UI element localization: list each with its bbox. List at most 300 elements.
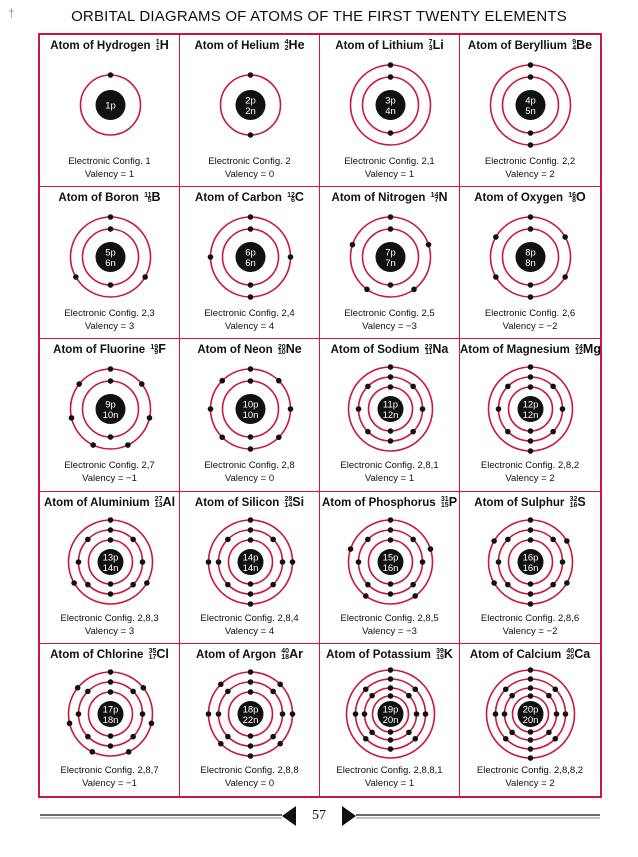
neutron-count: 12n bbox=[382, 410, 399, 422]
electron bbox=[208, 407, 214, 413]
electron bbox=[348, 546, 354, 552]
electron bbox=[550, 429, 556, 435]
electron bbox=[248, 537, 254, 543]
neutron-count: 8n bbox=[525, 258, 536, 270]
atom-label-prefix: Atom of bbox=[50, 648, 97, 661]
neutron-count: 10n bbox=[102, 410, 119, 422]
electron bbox=[528, 667, 534, 673]
atomic-number: 12 bbox=[575, 349, 583, 357]
electron bbox=[219, 435, 225, 441]
electron bbox=[410, 429, 416, 435]
config-value: 2,3 bbox=[141, 308, 155, 320]
config-value: 2,6 bbox=[561, 308, 576, 320]
electron bbox=[363, 736, 369, 742]
valency-value: 2 bbox=[549, 473, 555, 485]
atom-label-prefix: Atom of bbox=[326, 648, 373, 661]
electron bbox=[76, 711, 82, 717]
valency-value: 3 bbox=[128, 321, 135, 333]
electron bbox=[505, 536, 511, 542]
electron bbox=[503, 686, 509, 692]
electron bbox=[412, 736, 418, 742]
config-prefix: Electronic Config. bbox=[480, 612, 556, 624]
electron bbox=[406, 729, 412, 735]
proton-count: 12p bbox=[522, 399, 539, 411]
electron bbox=[388, 226, 394, 232]
valency-value: 2 bbox=[549, 169, 555, 180]
electron bbox=[528, 226, 534, 232]
electron bbox=[388, 729, 394, 735]
atom-cell-fluorine bbox=[40, 339, 180, 491]
atom-cell-nitrogen bbox=[320, 187, 460, 339]
electron bbox=[108, 733, 114, 739]
element-symbol: Cl bbox=[156, 646, 169, 661]
valency-prefix: Valency = bbox=[364, 169, 407, 180]
config-value: 2,8 bbox=[281, 460, 295, 472]
atomic-number: 13 bbox=[154, 501, 163, 509]
valency-value: 1 bbox=[408, 473, 415, 485]
mass-number: 40 bbox=[566, 648, 575, 656]
config-prefix: Electronic Config. bbox=[340, 612, 415, 624]
proton-count: 13p bbox=[102, 552, 119, 564]
valency-prefix: Valency = bbox=[224, 777, 267, 789]
electron bbox=[216, 559, 222, 565]
atom-label-prefix: Atom of bbox=[197, 344, 244, 357]
electron bbox=[562, 274, 568, 280]
atomic-number: 7 bbox=[434, 197, 439, 205]
atom-label-prefix: Atom of bbox=[194, 40, 242, 52]
electron bbox=[290, 711, 296, 717]
mass-number: 4 bbox=[284, 39, 289, 47]
atom-label-prefix: Atom of bbox=[53, 344, 100, 357]
electron bbox=[225, 688, 231, 694]
electron bbox=[85, 536, 91, 542]
element-symbol: Li bbox=[432, 38, 444, 52]
valency bbox=[180, 321, 319, 332]
electron bbox=[388, 130, 394, 136]
valency bbox=[460, 626, 600, 637]
valency-prefix: Valency = bbox=[362, 321, 404, 333]
proton-count: 19p bbox=[382, 704, 399, 716]
electron bbox=[552, 736, 558, 742]
electron bbox=[225, 581, 231, 587]
electron bbox=[560, 407, 566, 413]
config-value: 2,8,8,2 bbox=[554, 764, 584, 776]
atom-label-prefix: Atom of bbox=[330, 344, 378, 357]
electron bbox=[420, 559, 426, 565]
electron bbox=[218, 681, 224, 687]
electron bbox=[248, 72, 254, 78]
electron bbox=[206, 559, 212, 565]
electron bbox=[388, 581, 394, 587]
electron bbox=[369, 729, 375, 735]
electron bbox=[108, 581, 114, 587]
atom-name: Aluminium bbox=[90, 496, 150, 509]
electron bbox=[248, 435, 254, 441]
atomic-number: 8 bbox=[572, 197, 577, 205]
electron bbox=[248, 581, 254, 587]
electronic-config bbox=[460, 156, 600, 167]
electronic-config bbox=[180, 308, 319, 319]
electron bbox=[410, 536, 416, 542]
electron bbox=[108, 226, 114, 232]
electron bbox=[365, 581, 371, 587]
electron bbox=[108, 282, 114, 288]
atomic-number: 14 bbox=[284, 501, 293, 509]
electron bbox=[365, 429, 371, 435]
electron bbox=[67, 720, 73, 726]
corner-mark: † bbox=[8, 6, 15, 20]
element-symbol: S bbox=[577, 494, 586, 509]
valency bbox=[40, 169, 179, 180]
valency bbox=[320, 778, 459, 789]
element-symbol: F bbox=[158, 342, 166, 357]
config-prefix: Electronic Config. bbox=[484, 156, 560, 167]
electron bbox=[108, 527, 114, 533]
mass-number: 39 bbox=[436, 648, 444, 656]
element-symbol: Ne bbox=[285, 342, 302, 357]
electron bbox=[108, 367, 114, 373]
electron bbox=[108, 537, 114, 543]
electron bbox=[288, 407, 294, 413]
valency-value: 2 bbox=[549, 777, 555, 789]
valency-value: 1 bbox=[408, 169, 415, 180]
config-prefix: Electronic Config. bbox=[200, 764, 275, 776]
atom-name: Carbon bbox=[241, 192, 282, 205]
electron bbox=[356, 407, 362, 413]
atom-cell-beryllium bbox=[460, 35, 600, 187]
config-prefix: Electronic Config. bbox=[60, 764, 135, 776]
electron bbox=[270, 536, 276, 542]
valency bbox=[180, 169, 319, 180]
mass-number: 32 bbox=[569, 495, 578, 503]
electronic-config bbox=[320, 765, 459, 776]
electron bbox=[108, 669, 114, 675]
electron bbox=[130, 581, 136, 587]
config-prefix: Electronic Config. bbox=[480, 460, 556, 472]
electron bbox=[85, 688, 91, 694]
electron bbox=[505, 429, 511, 435]
proton-count: 11p bbox=[382, 399, 399, 411]
electron bbox=[388, 537, 394, 543]
electronic-config bbox=[320, 156, 459, 167]
electron bbox=[85, 734, 91, 740]
atom-label-prefix: Atom of bbox=[196, 648, 243, 661]
electron bbox=[270, 581, 276, 587]
electronic-config bbox=[320, 613, 459, 624]
config-prefix: Electronic Config. bbox=[344, 308, 419, 320]
valency bbox=[40, 626, 179, 637]
neutron-count: 5n bbox=[525, 106, 536, 117]
electron bbox=[388, 591, 394, 597]
electron bbox=[388, 439, 394, 445]
config-value: 2,8,2 bbox=[557, 460, 580, 472]
electron bbox=[528, 737, 534, 743]
electron bbox=[108, 214, 114, 220]
valency-prefix: Valency = bbox=[82, 777, 124, 789]
proton-count: 6p bbox=[245, 247, 256, 259]
atom-name: Hydrogen bbox=[96, 40, 151, 52]
valency-prefix: Valency = bbox=[364, 473, 407, 485]
electron bbox=[509, 693, 515, 699]
electron bbox=[564, 580, 570, 586]
electron bbox=[410, 581, 416, 587]
valency-value: −1 bbox=[126, 777, 137, 789]
valency-prefix: Valency = bbox=[502, 625, 544, 637]
config-prefix: Electronic Config. bbox=[68, 156, 143, 167]
atomic-number: 4 bbox=[572, 44, 577, 52]
valency-prefix: Valency = bbox=[224, 625, 267, 637]
electron bbox=[388, 282, 394, 288]
electron bbox=[528, 581, 534, 587]
atom-name: Beryllium bbox=[514, 40, 567, 52]
valency-prefix: Valency = bbox=[84, 625, 127, 637]
valency bbox=[320, 626, 459, 637]
proton-count: 4p bbox=[525, 95, 536, 107]
valency-prefix: Valency = bbox=[224, 169, 267, 180]
electron bbox=[502, 711, 508, 717]
valency-prefix: Valency = bbox=[84, 321, 127, 333]
electron bbox=[139, 382, 145, 388]
electron bbox=[509, 729, 515, 735]
neutron-count: 16n bbox=[522, 562, 539, 574]
electronic-config bbox=[40, 613, 179, 624]
valency bbox=[40, 321, 179, 332]
electron bbox=[563, 711, 569, 717]
electron bbox=[108, 72, 114, 78]
atom-grid bbox=[38, 33, 602, 798]
atom-cell-calcium bbox=[460, 644, 600, 796]
electron bbox=[528, 385, 534, 391]
electronic-config bbox=[320, 308, 459, 319]
proton-count: 7p bbox=[385, 247, 396, 259]
element-symbol: K bbox=[443, 646, 453, 661]
electron bbox=[75, 685, 81, 691]
mass-number: 7 bbox=[428, 39, 433, 47]
neutron-count: 14n bbox=[102, 562, 119, 574]
electron bbox=[388, 214, 394, 220]
electron bbox=[491, 538, 497, 544]
config-prefix: Electronic Config. bbox=[340, 460, 415, 472]
config-prefix: Electronic Config. bbox=[64, 308, 139, 320]
electron bbox=[144, 580, 150, 586]
valency-value: 1 bbox=[128, 169, 135, 180]
atom-cell-potassium bbox=[320, 644, 460, 796]
electron bbox=[528, 282, 534, 288]
atom-name: Lithium bbox=[381, 40, 424, 52]
electron bbox=[550, 384, 556, 390]
electron bbox=[528, 62, 534, 68]
valency bbox=[460, 473, 600, 484]
electron bbox=[388, 365, 394, 371]
electron bbox=[248, 689, 254, 695]
electron bbox=[277, 681, 283, 687]
atom-cell-argon bbox=[180, 644, 320, 796]
electron bbox=[362, 711, 368, 717]
atomic-number: 6 bbox=[291, 197, 295, 205]
atomic-number: 10 bbox=[277, 349, 286, 357]
atom-label-prefix: Atom of bbox=[331, 192, 379, 205]
electron bbox=[248, 517, 254, 523]
proton-count: 1p bbox=[105, 100, 116, 112]
electron bbox=[290, 559, 296, 565]
valency bbox=[180, 778, 319, 789]
valency bbox=[320, 169, 459, 180]
proton-count: 15p bbox=[382, 552, 399, 564]
electron bbox=[388, 676, 394, 682]
config-prefix: Electronic Config. bbox=[204, 460, 279, 472]
electron bbox=[552, 686, 558, 692]
atom-cell-boron bbox=[40, 187, 180, 339]
config-value: 2,8,3 bbox=[137, 612, 159, 624]
electron bbox=[108, 679, 114, 685]
electron bbox=[528, 693, 534, 699]
config-value: 2,8,8,1 bbox=[413, 764, 443, 776]
electron bbox=[528, 74, 534, 80]
electron bbox=[216, 711, 222, 717]
neutron-count: 16n bbox=[382, 562, 399, 574]
config-value: 2,8,1 bbox=[417, 460, 439, 472]
electron bbox=[248, 601, 254, 607]
config-prefix: Electronic Config. bbox=[344, 156, 419, 167]
proton-count: 17p bbox=[102, 704, 119, 716]
electron bbox=[130, 536, 136, 542]
electron bbox=[493, 711, 499, 717]
element-symbol: N bbox=[438, 190, 448, 205]
electron bbox=[496, 407, 502, 413]
electron bbox=[277, 741, 283, 747]
electronic-config bbox=[180, 765, 319, 776]
atom-name: Sulphur bbox=[520, 496, 565, 509]
config-prefix: Electronic Config. bbox=[60, 612, 135, 624]
atom-name: Chlorine bbox=[96, 648, 144, 661]
atomic-number: 9 bbox=[154, 349, 159, 357]
valency bbox=[180, 473, 319, 484]
element-symbol: Ar bbox=[289, 646, 303, 661]
config-value: 1 bbox=[145, 156, 151, 167]
atom-label-prefix: Atom of bbox=[460, 344, 507, 357]
valency bbox=[320, 321, 459, 332]
valency-value: 1 bbox=[408, 777, 415, 789]
valency-prefix: Valency = bbox=[362, 625, 404, 637]
atom-name: Silicon bbox=[241, 496, 280, 509]
electron bbox=[276, 435, 282, 441]
neutron-count: 6n bbox=[245, 258, 256, 270]
electronic-config bbox=[180, 156, 319, 167]
atom-cell-sulphur bbox=[460, 492, 600, 644]
atom-name: Argon bbox=[242, 648, 277, 661]
electron bbox=[550, 581, 556, 587]
mass-number: 12 bbox=[287, 191, 295, 199]
atom-name: Boron bbox=[105, 192, 139, 205]
electron bbox=[108, 743, 114, 749]
valency-value: 3 bbox=[128, 625, 135, 637]
element-symbol: Na bbox=[432, 342, 449, 357]
electron bbox=[528, 294, 534, 300]
electron bbox=[528, 142, 534, 148]
electron bbox=[85, 581, 91, 587]
electron bbox=[248, 591, 254, 597]
proton-count: 18p bbox=[242, 704, 259, 716]
proton-count: 14p bbox=[242, 552, 259, 564]
mass-number: 27 bbox=[154, 495, 163, 503]
atom-cell-hydrogen bbox=[40, 35, 180, 187]
electron bbox=[69, 415, 75, 421]
config-value: 2,8,6 bbox=[557, 612, 580, 624]
electron bbox=[388, 429, 394, 435]
atomic-number: 15 bbox=[440, 501, 449, 509]
element-symbol: Mg bbox=[582, 342, 601, 357]
proton-count: 20p bbox=[522, 704, 539, 716]
electron bbox=[248, 294, 254, 300]
neutron-count: 20n bbox=[522, 714, 539, 726]
valency bbox=[40, 778, 179, 789]
electron bbox=[546, 693, 552, 699]
electron bbox=[528, 365, 534, 371]
atom-cell-helium bbox=[180, 35, 320, 187]
neutron-count: 18n bbox=[102, 714, 119, 726]
valency-prefix: Valency = bbox=[224, 321, 267, 333]
electron bbox=[528, 375, 534, 381]
config-prefix: Electronic Config. bbox=[336, 764, 411, 776]
valency-prefix: Valency = bbox=[505, 777, 547, 789]
mass-number: 14 bbox=[430, 191, 439, 199]
element-symbol: P bbox=[448, 494, 458, 509]
valency bbox=[460, 778, 600, 789]
atom-label-prefix: Atom of bbox=[58, 192, 106, 205]
neutron-count: 22n bbox=[242, 714, 259, 726]
electron bbox=[493, 234, 499, 240]
mass-number: 1 bbox=[155, 39, 160, 47]
electron bbox=[248, 282, 254, 288]
electron bbox=[140, 559, 146, 565]
atom-cell-phosphorus bbox=[320, 492, 460, 644]
atom-name: Potassium bbox=[372, 648, 431, 661]
electron bbox=[554, 711, 560, 717]
valency-prefix: Valency = bbox=[502, 321, 544, 333]
electron bbox=[276, 378, 282, 384]
electronic-config bbox=[40, 308, 179, 319]
mass-number: 31 bbox=[440, 495, 449, 503]
neutron-count: 7n bbox=[385, 258, 396, 270]
valency bbox=[460, 321, 600, 332]
electron bbox=[388, 667, 394, 673]
element-symbol: He bbox=[288, 38, 305, 52]
mass-number: 28 bbox=[284, 495, 293, 503]
config-prefix: Electronic Config. bbox=[200, 612, 275, 624]
page-number: 57 bbox=[312, 808, 326, 823]
electron bbox=[73, 274, 79, 280]
electron bbox=[126, 749, 132, 755]
neutron-count: 20n bbox=[382, 714, 399, 726]
electronic-config bbox=[460, 460, 600, 471]
valency-value: 4 bbox=[268, 625, 275, 637]
atom-cell-silicon bbox=[180, 492, 320, 644]
valency bbox=[40, 473, 179, 484]
atom-label-prefix: Atom of bbox=[469, 648, 517, 661]
valency-prefix: Valency = bbox=[505, 169, 547, 180]
electron bbox=[388, 517, 394, 523]
electron bbox=[108, 517, 114, 523]
neutron-count: 4n bbox=[385, 106, 396, 117]
electron bbox=[412, 686, 418, 692]
atom-name: Calcium bbox=[516, 648, 562, 661]
atom-label-prefix: Atom of bbox=[474, 496, 521, 509]
electronic-config bbox=[460, 765, 600, 776]
neutron-count: 2n bbox=[245, 106, 256, 117]
electron bbox=[270, 734, 276, 740]
config-prefix: Electronic Config. bbox=[476, 764, 552, 776]
element-symbol: C bbox=[294, 190, 304, 205]
